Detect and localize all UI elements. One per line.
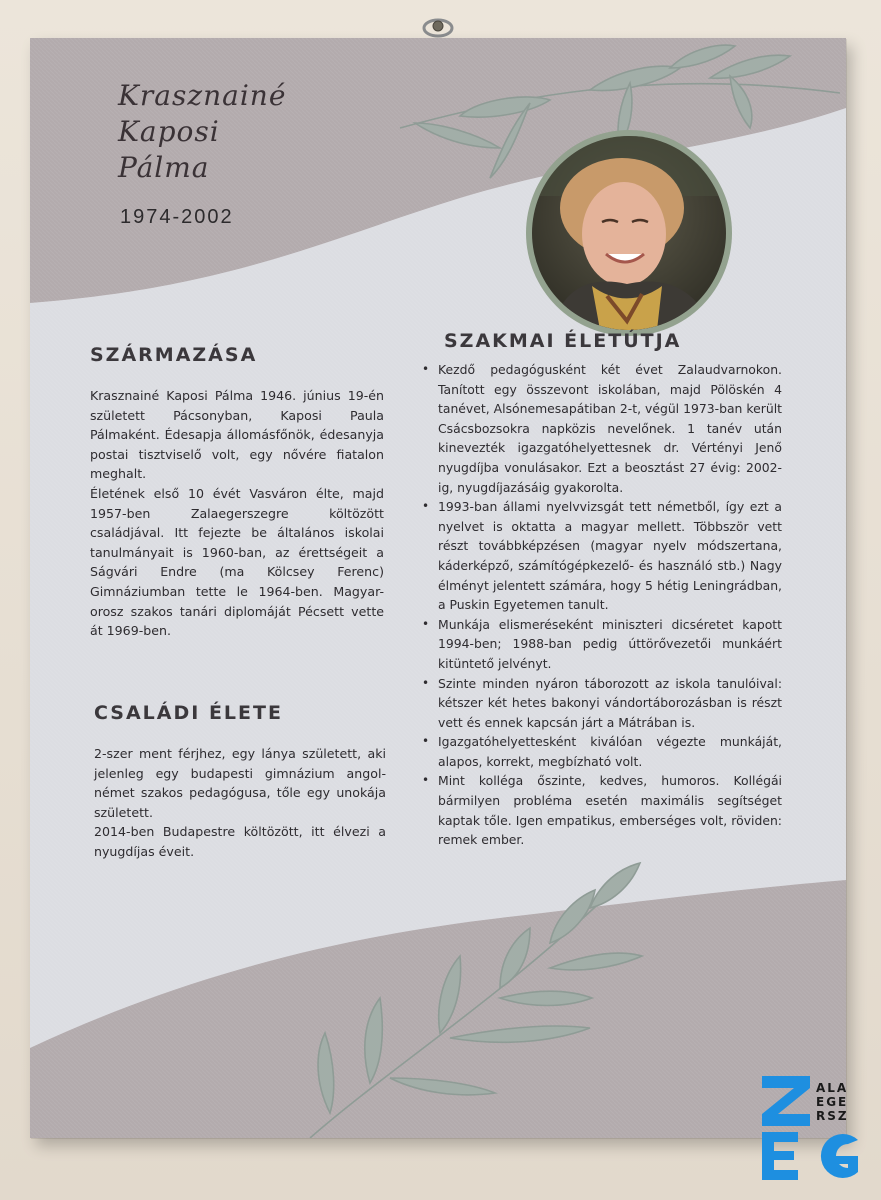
career-item: • Szinte minden nyáron táborozott az iskola tanulóival: kétszer két hetes bakonyi vándortáborozásban is részt vett és ennek kapcsán járt a Mátrában is. <box>420 674 782 733</box>
name-line-1: Krasznainé <box>118 79 287 112</box>
memorial-poster <box>30 38 849 1138</box>
career-item: • Mint kollégа őszinte, kedves, humoros. Kollégái bármilyen probléma esetén maximális segítséget kaptak tőle. Igen empatikus, emberséges volt, röviden: remek ember. <box>420 771 782 849</box>
career-item: • Munkája elismeréseként miniszteri dicséretet kapott 1994-ben; 1988-ban pedig úttörővezetői munkáért kitüntető jelvényt. <box>420 615 782 674</box>
origin-paragraph: Életének első 10 évét Vasváron élte, majd 1957-ben Zalaegerszegre költözött családjával. Itt fejezte be általános iskolai tanulmányait is 1960-ban, az érettségeit a Ságvári Endre (ma Kölcsey Ferenc) Gimnáziumban tette le 1964-ben. Magyar-orosz szakos tanári diplomáját Pécsett vette át 1969-ben. <box>90 485 384 639</box>
career-list <box>420 360 782 850</box>
family-text <box>94 744 386 862</box>
wall-hook-icon <box>418 14 458 38</box>
career-item: • 1993-ban állami nyelvvizsgát tett németből, így ezt a nyelvet is oktatta a magyar mellett. Többször vett részt továbbképzésen (magyar nyelv módszertana, káderképző, számítógépkezelő- és használó stb.) Nagy élményt jelentett számára, hogy 5 hétig Leningrádban, a Puskin Egyetemen tanult. <box>420 497 782 615</box>
person-name <box>118 78 338 186</box>
career-heading: SZAKMAI ÉLETÚTJA <box>444 330 682 352</box>
service-years: 1974-2002 <box>120 206 234 228</box>
family-paragraph: 2-szer ment férjhez, egy lánya született, aki jelenleg egy budapesti gimnázium angol-német szakos pedagógusa, tőle egy unokája született. <box>94 746 386 820</box>
origin-text <box>90 386 384 641</box>
origin-paragraph: Krasznainé Kaposi Pálma 1946. június 19-én született Pácsonyban, Kaposi Paula Pálmaként. Édesapja állomásfőnök, édesanyja postai tisztviselő volt, egy nővére fiatalon meghalt. <box>90 388 384 482</box>
name-line-3: Pálma <box>118 151 210 184</box>
family-heading: CSALÁDI ÉLETE <box>94 702 283 724</box>
logo-line-2: EGE <box>816 1095 849 1109</box>
portrait-photo <box>526 130 732 336</box>
logo-line-3: RSZ <box>816 1109 849 1123</box>
zeg-logo <box>758 1074 868 1184</box>
portrait-photo-icon <box>532 136 726 330</box>
logo-line-1: ALA <box>816 1081 849 1095</box>
career-item: • Kezdő pedagógusként két évet Zalaudvarnokon. Tanított egy összevont iskolában, majd Pölöskén 4 tanévet, Alsónemesapátiban 2-t, végül 1973-ban került Csácsbozsokra napközis nevelőnek. 1 tanév után kinevezték igazgatóhelyettesnek dr. Vértényi Jenő nyugdíjba vonulásakor. Ezt a beosztást 27 évig: 2002-ig, nyugdíjazásáig gyakorolta. <box>420 360 782 497</box>
family-paragraph: 2014-ben Budapestre költözött, itt élvezi a nyugdíjas éveit. <box>94 824 386 859</box>
origin-heading: SZÁRMAZÁSA <box>90 344 258 366</box>
career-item: • Igazgatóhelyettesként kiválóan végezte munkáját, alapos, korrekt, megbízható volt. <box>420 732 782 771</box>
name-line-2: Kaposi <box>118 115 220 148</box>
zeg-logo-icon <box>758 1074 868 1184</box>
